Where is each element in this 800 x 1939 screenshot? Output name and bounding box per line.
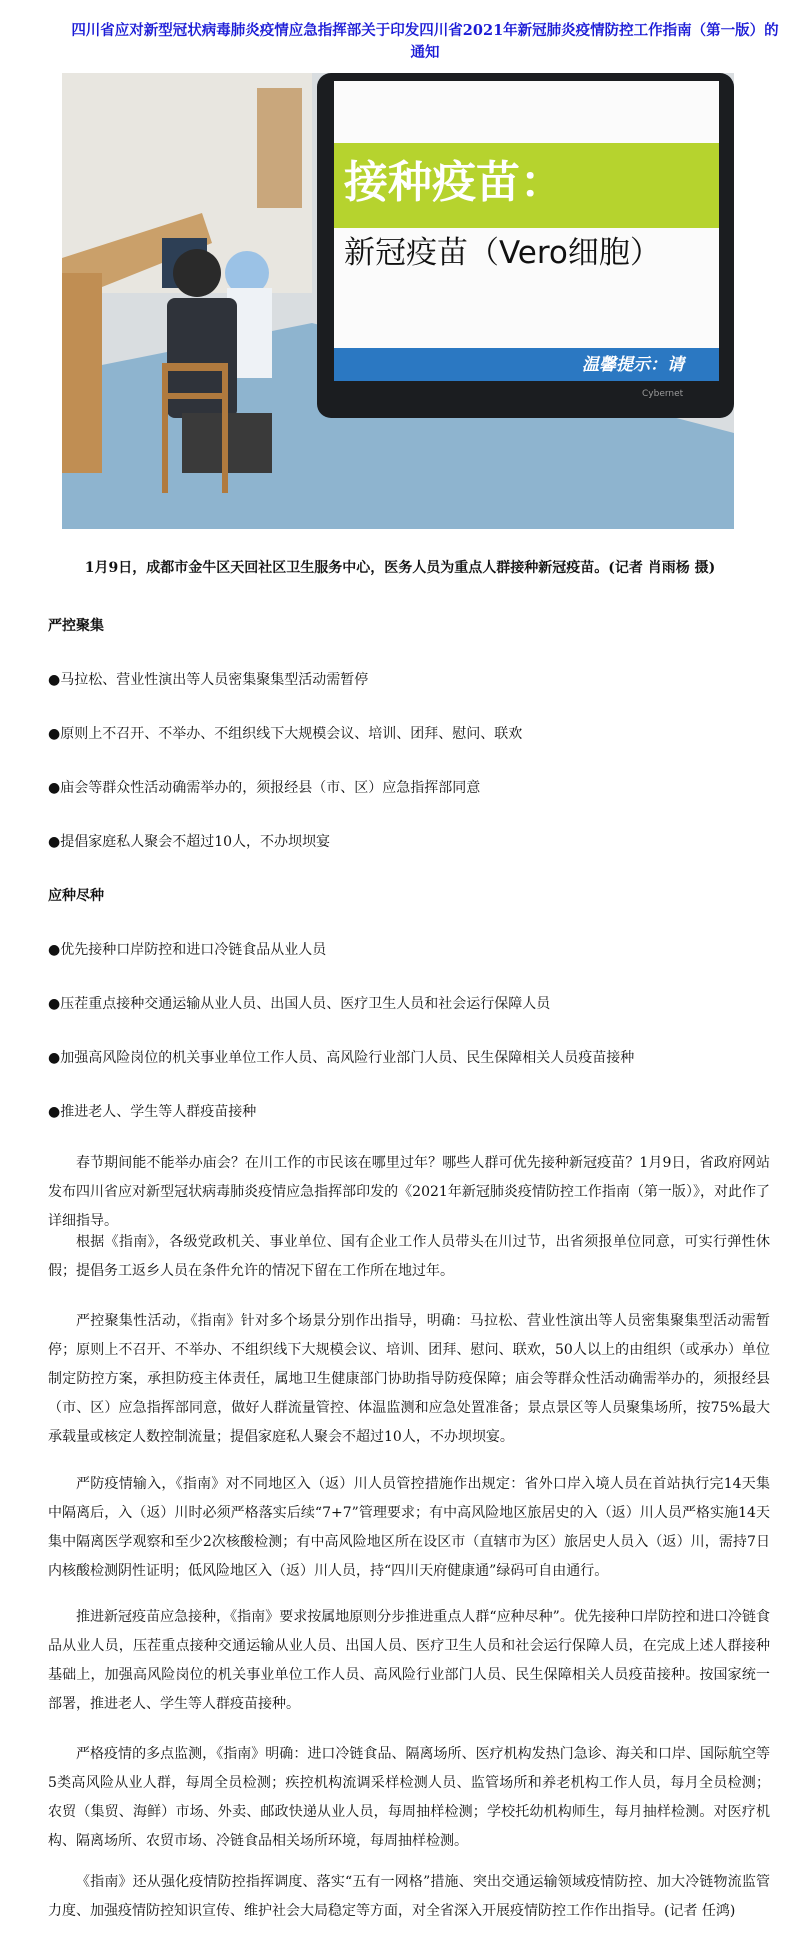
screen-subtitle: 新冠疫苗（Vero细胞） (344, 235, 661, 271)
bullet-item: ●马拉松、营业性演出等人员密集聚集型活动需暂停 (48, 672, 369, 688)
bullet-item: ●推进老人、学生等人群疫苗接种 (48, 1104, 257, 1120)
screen-tip: 温馨提示：请 (582, 355, 684, 375)
vaccination-photo (62, 73, 734, 529)
body-paragraph: 严控聚集性活动，《指南》针对多个场景分别作出指导，明确：马拉松、营业性演出等人员密集聚集型活动需暂停；原则上不召开、不举办、不组织线下大规模会议、培训、团拜、慰问、联欢，50人以上的由组织（或承办）单位制定防控方案，承担防疫主体责任，属地卫生健康部门协助指导防疫保障；庙会等群众性活动确需举办的，须报经县（市、区）应急指挥部同意，做好人群流量管控、体温监测和应急处置准备；景点景区等人员聚集场所，按75%最大承载量或核定人数控制流量；提倡家庭私人聚会不超过10人，不办坝坝宴。 (48, 1313, 770, 1445)
body-paragraph: 严格疫情的多点监测，《指南》明确：进口冷链食品、隔离场所、医疗机构发热门急诊、海关和口岸、国际航空等5类高风险从业人群，每周全员检测；疾控机构流调采样检测人员、监管场所和养老机构工作人员，每月全员检测；农贸（集贸、海鲜）市场、外卖、邮政快递从业人员，每周抽样检测；学校托幼机构师生，每月抽样检测。对医疗机构、隔离场所、农贸市场、冷链食品相关场所环境，每周抽样检测。 (48, 1746, 770, 1849)
bullet-item: ●压茬重点接种交通运输从业人员、出国人员、医疗卫生人员和社会运行保障人员 (48, 996, 551, 1012)
body-paragraph: 根据《指南》，各级党政机关、事业单位、国有企业工作人员带头在川过节，出省须报单位同意，可实行弹性休假；提倡务工返乡人员在条件允许的情况下留在工作所在地过年。 (48, 1234, 770, 1279)
monitor-brand: Cybernet (642, 389, 684, 399)
screen-title: 接种疫苗： (344, 157, 564, 208)
section-heading: 严控聚集 (48, 618, 104, 634)
photo-caption: 1月9日，成都市金牛区天回社区卫生服务中心，医务人员为重点人群接种新冠疫苗。(记者 肖雨杨 摄) (84, 560, 716, 576)
bullet-item: ●庙会等群众性活动确需举办的，须报经县（市、区）应急指挥部同意 (48, 780, 481, 796)
body-paragraph: 《指南》还从强化疫情防控指挥调度、落实“五有一网格”措施、突出交通运输领域疫情防控、加大冷链物流监管力度、加强疫情防控知识宣传、维护社会大局稳定等方面，对全省深入开展疫情防控工作作出指导。(记者 任鸿) (48, 1874, 770, 1919)
article-title: 四川省应对新型冠状病毒肺炎疫情应急指挥部关于印发四川省2021年新冠肺炎疫情防控工作指南（第一版）的通知 (71, 22, 779, 61)
bullet-item: ●加强高风险岗位的机关事业单位工作人员、高风险行业部门人员、民生保障相关人员疫苗接种 (48, 1050, 635, 1066)
bullet-item: ●提倡家庭私人聚会不超过10人，不办坝坝宴 (48, 834, 331, 850)
section-heading: 应种尽种 (48, 888, 104, 904)
bullet-item: ●原则上不召开、不举办、不组织线下大规模会议、培训、团拜、慰问、联欢 (48, 726, 523, 742)
body-paragraph: 严防疫情输入，《指南》对不同地区入（返）川人员管控措施作出规定：省外口岸入境人员在首站执行完14天集中隔离后，入（返）川时必须严格落实后续“7+7”管理要求；有中高风险地区旅居史的入（返）川人员严格实施14天集中隔离医学观察和至少2次核酸检测；有中高风险地区所在设区市（直辖市为区）旅居史人员入（返）川，需持7日内核酸检测阴性证明；低风险地区入（返）川人员，持“四川天府健康通”绿码可自由通行。 (48, 1476, 770, 1579)
body-paragraph: 春节期间能不能举办庙会？在川工作的市民该在哪里过年？哪些人群可优先接种新冠疫苗？1月9日，省政府网站发布四川省应对新型冠状病毒肺炎疫情应急指挥部印发的《2021年新冠肺炎疫情防控工作指南（第一版）》，对此作了详细指导。 (48, 1155, 770, 1229)
body-paragraph: 推进新冠疫苗应急接种，《指南》要求按属地原则分步推进重点人群“应种尽种”。优先接种口岸防控和进口冷链食品从业人员，压茬重点接种交通运输从业人员、出国人员、医疗卫生人员和社会运行保障人员，在完成上述人群接种基础上，加强高风险岗位的机关事业单位工作人员、高风险行业部门人员、民生保障相关人员疫苗接种。按国家统一部署，推进老人、学生等人群疫苗接种。 (48, 1609, 770, 1712)
bullet-item: ●优先接种口岸防控和进口冷链食品从业人员 (48, 942, 327, 958)
